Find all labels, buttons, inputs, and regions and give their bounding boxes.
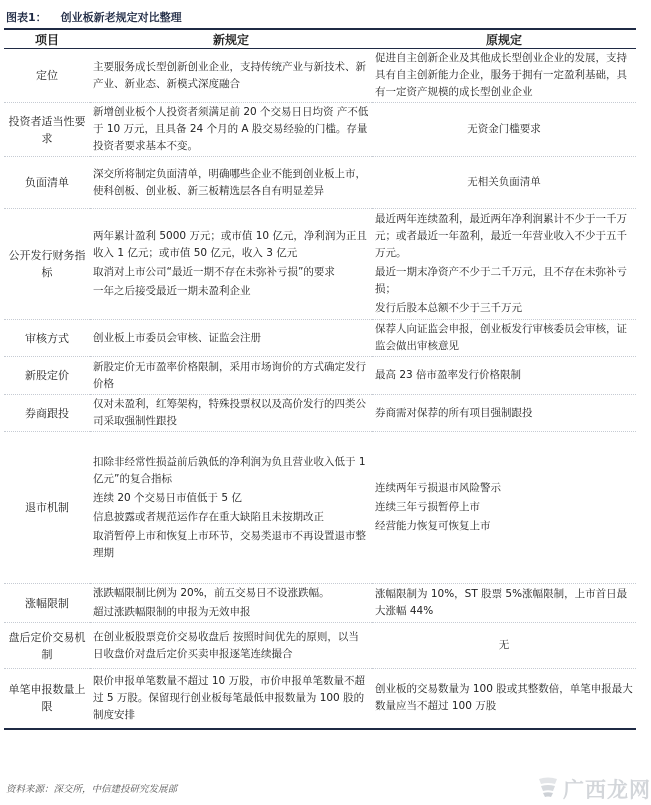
- row-new-rule: [90, 49, 372, 103]
- row-item-label: 盘后定价交易机制: [4, 623, 90, 669]
- new-rule-line: 取消暂停上市和恢复上市环节，交易类退市不再设置退市整理期: [93, 529, 366, 559]
- row-old-rule: [372, 103, 636, 157]
- row-new-rule: [90, 157, 372, 209]
- row-item-label: 新股定价: [4, 357, 90, 395]
- old-rule-line: 促进自主创新企业及其他成长型创业企业的发展，支持具有自主创新能力企业，服务于拥有一定盈利基础，具有一定资产规模的成长型创业企业: [375, 52, 627, 98]
- new-rule-line: 限价申报单笔数量不超过 10 万股，市价申报单笔数量不超过 5 万股。保留现行创业板每笔最低申报数量为 100 股的制度安排: [93, 674, 366, 721]
- row-old-rule: [372, 49, 636, 103]
- table-row: [4, 623, 636, 669]
- row-new-rule: [90, 432, 372, 584]
- row-new-rule: [90, 623, 372, 669]
- table-row: [4, 320, 636, 357]
- old-rule-line: 连续两年亏损退市风险警示: [375, 482, 501, 494]
- row-item-label: 退市机制: [4, 432, 90, 584]
- table-row: [4, 209, 636, 320]
- figure-title: [6, 9, 182, 25]
- header-old-rule: 原规定: [372, 30, 636, 49]
- new-rule-line: 深交所将制定负面清单，明确哪些企业不能到创业板上市，使科创板、创业板、新三板精选层各自有明显差异: [93, 167, 366, 197]
- table-row: [4, 157, 636, 209]
- row-new-rule: [90, 320, 372, 357]
- old-rule-line: 连续三年亏损暂停上市: [375, 501, 480, 513]
- comparison-table: [4, 30, 636, 730]
- row-new-rule: [90, 357, 372, 395]
- old-rule-line: 无资金门槛要求: [467, 123, 541, 135]
- old-rule-line: 最近一期末净资产不少于二千万元，且不存在未弥补亏损；: [375, 266, 627, 295]
- table-row: [4, 49, 636, 103]
- row-old-rule: [372, 669, 636, 729]
- old-rule-line: 无: [498, 639, 510, 651]
- new-rule-line: 扣除非经常性损益前后孰低的净利润为负且营业收入低于 1 亿元”的复合指标: [93, 455, 366, 485]
- source-note: 资料来源：深交所，中信建投研究发展部: [6, 784, 178, 795]
- row-new-rule: [90, 103, 372, 157]
- row-old-rule: [372, 357, 636, 395]
- old-rule-line: 涨幅限制为 10%，ST 股票 5%涨幅限制，上市首日最大涨幅 44%: [375, 588, 628, 617]
- row-old-rule: [372, 395, 636, 432]
- new-rule-line: 新股定价无市盈率价格限制，采用市场询价的方式确定发行价格: [93, 360, 366, 390]
- old-rule-line: 无相关负面清单: [467, 176, 541, 188]
- watermark-text: 广西龙网: [563, 778, 651, 802]
- row-item-label: 公开发行财务指标: [4, 209, 90, 320]
- table-row: [4, 584, 636, 623]
- table-row: [4, 432, 636, 584]
- new-rule-line: 取消对上市公司“最近一期不存在未弥补亏损”的要求: [93, 266, 335, 278]
- row-item-label: 券商跟投: [4, 395, 90, 432]
- row-new-rule: [90, 584, 372, 623]
- new-rule-line: 涨跌幅限制比例为 20%，前五交易日不设涨跌幅。: [93, 587, 330, 599]
- new-rule-line: 仅对未盈利，红筹架构，特殊投票权以及高价发行的四类公司采取强制性跟投: [93, 398, 366, 427]
- old-rule-line: 保荐人向证监会申报，创业板发行审核委员会审核，证监会做出审核意见: [375, 323, 627, 352]
- row-item-label: 单笔申报数量上限: [4, 669, 90, 729]
- table-header-row: [4, 30, 636, 49]
- row-old-rule: [372, 209, 636, 320]
- header-item: 项目: [4, 30, 90, 49]
- row-old-rule: [372, 320, 636, 357]
- figure-title-text: 创业板新老规定对比整理: [60, 11, 182, 24]
- table-row: [4, 103, 636, 157]
- new-rule-line: 信息披露或者规范运作存在重大缺陷且未按期改正: [93, 510, 324, 523]
- row-item-label: 审核方式: [4, 320, 90, 357]
- table-row: [4, 357, 636, 395]
- old-rule-line: 创业板的交易数量为 100 股或其整数倍，单笔申报最大数量应当不超过 100 万股: [375, 683, 633, 713]
- watermark: [536, 773, 651, 802]
- row-old-rule: [372, 432, 636, 584]
- new-rule-line: 创业板上市委员会审核、证监会注册: [93, 331, 261, 344]
- header-new-rule: 新规定: [90, 30, 372, 49]
- old-rule-line: 最高 23 倍市盈率发行价格限制: [375, 369, 522, 381]
- row-new-rule: [90, 209, 372, 320]
- old-rule-line: 发行后股本总额不少于三千万元: [375, 302, 522, 314]
- row-item-label: 投资者适当性要求: [4, 103, 90, 157]
- figure-label: 图表1：: [6, 11, 47, 24]
- table-body: [4, 49, 636, 729]
- table-row: [4, 395, 636, 432]
- row-new-rule: [90, 669, 372, 729]
- watermark-logo-icon: [536, 775, 560, 799]
- row-old-rule: [372, 623, 636, 669]
- old-rule-line: 最近两年连续盈利，最近两年净利润累计不少于一千万元；或者最近一年盈利，最近一年营业收入不少于五千万元。: [375, 213, 627, 259]
- row-item-label: 负面清单: [4, 157, 90, 209]
- new-rule-line: 超过涨跌幅限制的申报为无效申报: [93, 606, 251, 618]
- new-rule-line: 在创业板股票竞价交易收盘后 按照时间优先的原则，以当日收盘价对盘后定价买卖申报逐笔连续撮合: [93, 630, 359, 660]
- new-rule-line: 一年之后接受最近一期未盈利企业: [93, 285, 251, 297]
- row-new-rule: [90, 395, 372, 432]
- new-rule-line: 两年累计盈利 5000 万元；或市值 10 亿元，净利润为正且收入 1 亿元；或市值 50 亿元，收入 3 亿元: [93, 230, 367, 259]
- old-rule-line: 券商需对保荐的所有项目强制跟投: [375, 406, 533, 419]
- row-old-rule: [372, 157, 636, 209]
- table-row: [4, 669, 636, 729]
- row-item-label: 定位: [4, 49, 90, 103]
- row-item-label: 涨幅限制: [4, 584, 90, 623]
- new-rule-line: 连续 20 个交易日市值低于 5 亿: [93, 491, 242, 504]
- new-rule-line: 新增创业板个人投资者须满足前 20 个交易日日均资 产不低于 10 万元，且具备 24 个月的 A 股交易经验的门槛。存量投资者要求基本不变。: [93, 106, 369, 152]
- old-rule-line: 经营能力恢复可恢复上市: [375, 520, 491, 532]
- row-old-rule: [372, 584, 636, 623]
- new-rule-line: 主要服务成长型创新创业企业，支持传统产业与新技术、新产业、新业态、新模式深度融合: [93, 60, 366, 90]
